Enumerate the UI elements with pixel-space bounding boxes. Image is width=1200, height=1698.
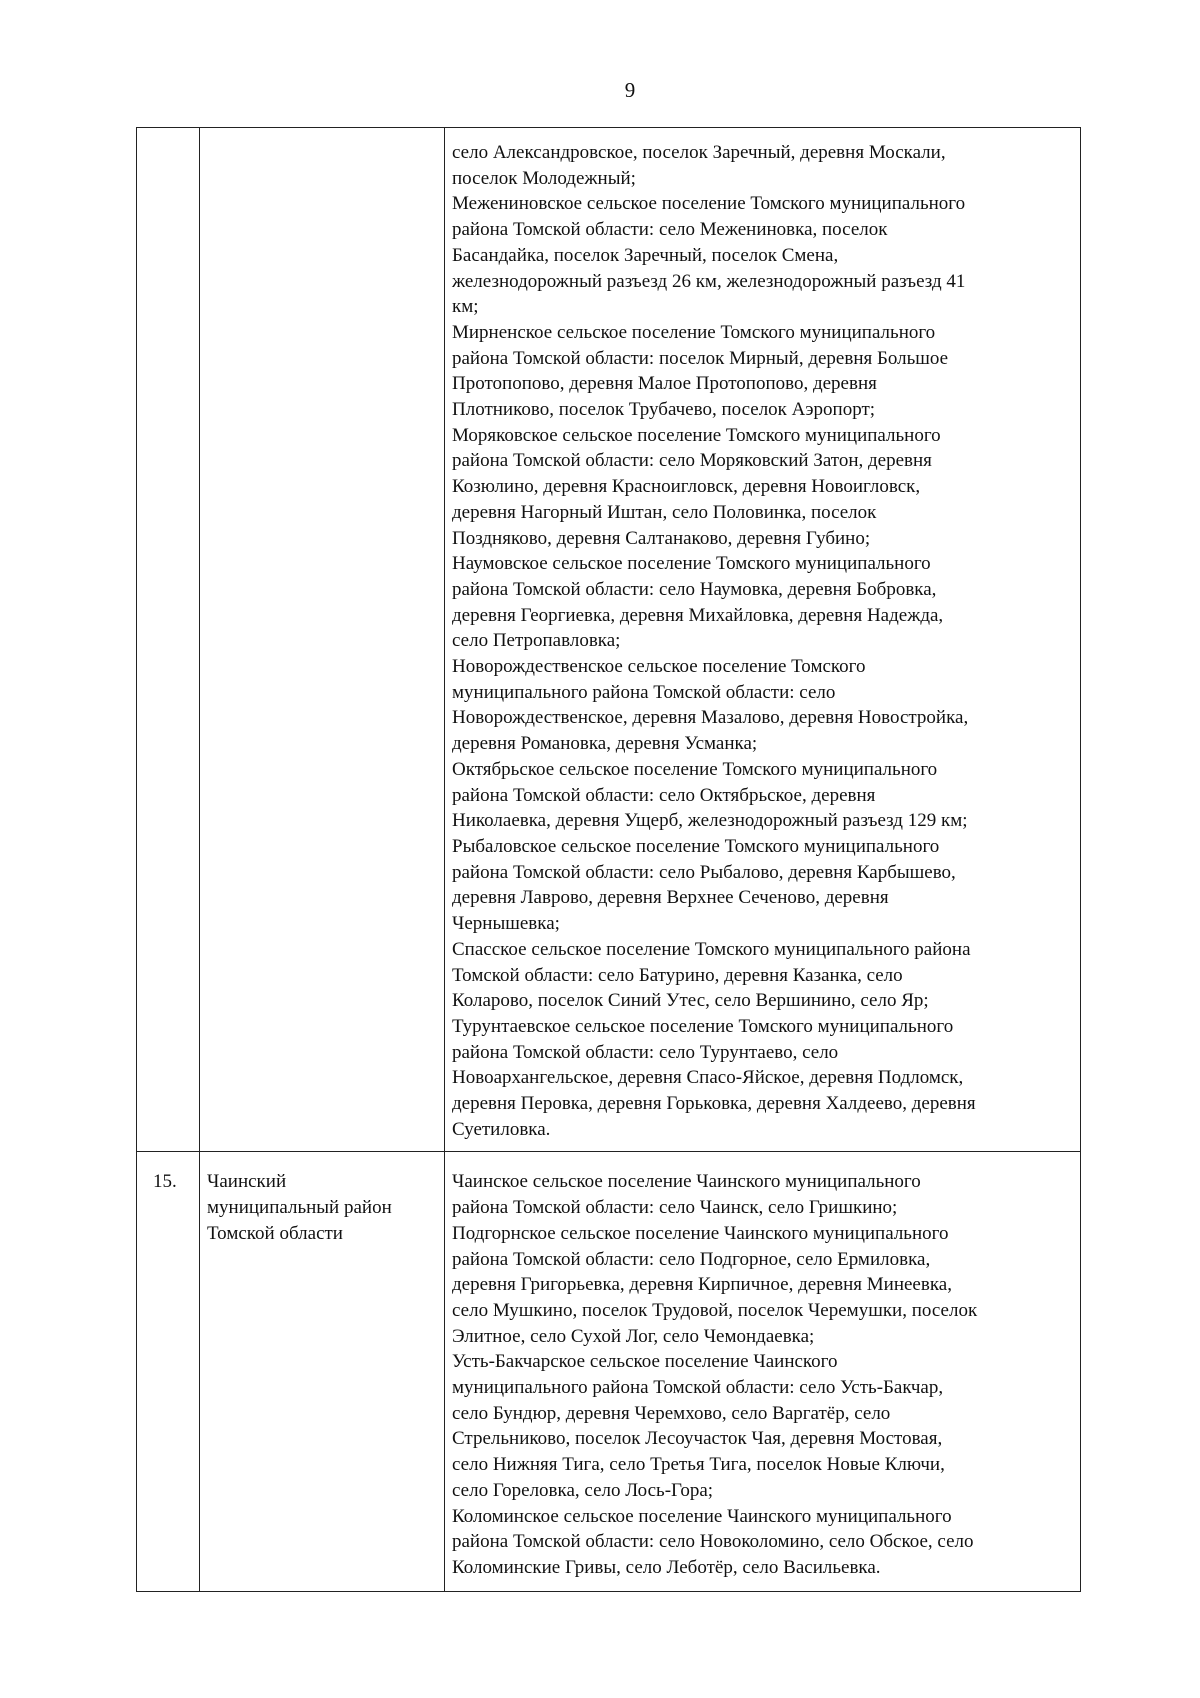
settlement-line: района Томской области: поселок Мирный, деревня Большое	[452, 347, 949, 369]
settlement-line: Межениновское сельское поселение Томского муниципального	[452, 193, 966, 215]
settlement-line: Поздняково, деревня Салтанаково, деревня Губино;	[452, 527, 871, 549]
settlement-line: деревня Нагорный Иштан, село Половинка, поселок	[452, 501, 877, 523]
settlement-line: района Томской области: село Турунтаево, село	[452, 1041, 839, 1063]
settlement-line: Николаевка, деревня Ущерб, железнодорожный разъезд 129 км;	[452, 810, 968, 832]
settlement-line: Суетиловка.	[452, 1118, 551, 1140]
settlement-line: муниципального района Томской области: село	[452, 681, 836, 703]
settlement-line: км;	[452, 296, 479, 318]
settlement-line: Новоархангельское, деревня Спасо-Яйское, деревня Подломск,	[452, 1067, 964, 1089]
district-name-line: Чаинский	[207, 1171, 287, 1193]
settlements-table	[136, 127, 1081, 1592]
settlement-line: Козюлино, деревня Красноигловск, деревня Новоигловск,	[452, 476, 921, 498]
settlement-line: Томской области: село Батурино, деревня Казанка, село	[452, 964, 903, 986]
settlement-line: Турунтаевское сельское поселение Томского муниципального	[452, 1015, 954, 1037]
district-cell	[200, 1152, 445, 1591]
settlement-line: село Нижняя Тига, село Третья Тига, поселок Новые Ключи,	[452, 1454, 945, 1476]
settlement-line: Чаинское сельское поселение Чаинского муниципального	[452, 1171, 921, 1193]
settlement-line: Наумовское сельское поселение Томского муниципального	[452, 553, 931, 575]
settlement-line: деревня Романовка, деревня Усманка;	[452, 733, 758, 755]
settlement-line: село Бундюр, деревня Черемхово, село Варгатёр, село	[452, 1402, 891, 1424]
settlement-line: Коларово, поселок Синий Утес, село Вершинино, село Яр;	[452, 990, 929, 1012]
settlement-line: района Томской области: село Рыбалово, деревня Карбышево,	[452, 861, 956, 883]
settlement-line: деревня Григорьевка, деревня Кирпичное, деревня Минеевка,	[452, 1274, 952, 1296]
row-number: 15.	[153, 1171, 177, 1193]
settlement-line: Плотниково, поселок Трубачево, поселок Аэропорт;	[452, 399, 876, 421]
settlement-line: Басандайка, поселок Заречный, поселок Смена,	[452, 244, 839, 266]
settlement-line: района Томской области: село Моряковский Затон, деревня	[452, 450, 932, 472]
settlement-line: село Александровское, поселок Заречный, деревня Москали,	[452, 142, 946, 163]
table-row	[137, 128, 1081, 1152]
settlement-line: Элитное, село Сухой Лог, село Чемондаевка;	[452, 1325, 815, 1347]
settlement-line: района Томской области: село Новоколомино, село Обское, село	[452, 1531, 974, 1553]
page-number: 9	[624, 78, 636, 102]
settlement-line: Спасское сельское поселение Томского муниципального района	[452, 938, 971, 960]
row-number-cell	[137, 128, 200, 1152]
settlement-line: село Мушкино, поселок Трудовой, поселок Черемушки, поселок	[452, 1299, 978, 1321]
settlement-line: Чернышевка;	[452, 913, 560, 935]
settlement-line: село Гореловка, село Лось-Гора;	[452, 1479, 714, 1501]
settlement-line: Коломинское сельское поселение Чаинского муниципального	[452, 1505, 952, 1527]
district-name-line: муниципальный район	[207, 1197, 392, 1219]
settlement-line: района Томской области: село Межениновка, поселок	[452, 219, 888, 241]
settlement-line: района Томской области: село Наумовка, деревня Бобровка,	[452, 578, 937, 600]
settlement-line: Новорождественское, деревня Мазалово, деревня Новостройка,	[452, 707, 969, 729]
settlements-cell	[445, 128, 1081, 1152]
settlement-line: Рыбаловское сельское поселение Томского муниципального	[452, 835, 940, 857]
settlement-line: Октябрьское сельское поселение Томского муниципального	[452, 758, 938, 780]
settlement-line: Моряковское сельское поселение Томского муниципального	[452, 424, 941, 446]
settlement-line: Новорождественское сельское поселение Томского	[452, 656, 866, 678]
district-cell	[200, 128, 445, 1152]
settlement-line: Стрельниково, поселок Лесоучасток Чая, деревня Мостовая,	[452, 1428, 943, 1450]
district-name-line: Томской области	[207, 1222, 343, 1244]
settlement-line: Подгорнское сельское поселение Чаинского муниципального	[452, 1222, 949, 1244]
settlement-line: Коломинские Гривы, село Леботёр, село Васильевка.	[452, 1556, 881, 1578]
settlement-line: деревня Лаврово, деревня Верхнее Сеченово, деревня	[452, 887, 889, 909]
table-row	[137, 1152, 1081, 1591]
settlement-line: деревня Георгиевка, деревня Михайловка, деревня Надежда,	[452, 604, 944, 626]
settlement-line: село Петропавловка;	[452, 630, 621, 652]
settlements-cell	[445, 1152, 1081, 1591]
settlement-line: Протопопово, деревня Малое Протопопово, деревня	[452, 373, 877, 395]
settlement-line: Мирненское сельское поселение Томского муниципального	[452, 321, 936, 343]
settlement-line: поселок Молодежный;	[452, 167, 636, 189]
settlement-line: района Томской области: село Чаинск, село Гришкино;	[452, 1197, 898, 1219]
settlement-line: Усть-Бакчарское сельское поселение Чаинского	[452, 1351, 838, 1373]
settlement-line: района Томской области: село Подгорное, село Ермиловка,	[452, 1248, 931, 1270]
settlement-line: муниципального района Томской области: село Усть-Бакчар,	[452, 1377, 944, 1399]
settlement-line: района Томской области: село Октябрьское, деревня	[452, 784, 876, 806]
row-number-cell	[137, 1152, 200, 1591]
settlement-line: деревня Перовка, деревня Горьковка, деревня Халдеево, деревня	[452, 1093, 976, 1115]
settlement-line: железнодорожный разъезд 26 км, железнодорожный разъезд 41	[452, 270, 966, 292]
